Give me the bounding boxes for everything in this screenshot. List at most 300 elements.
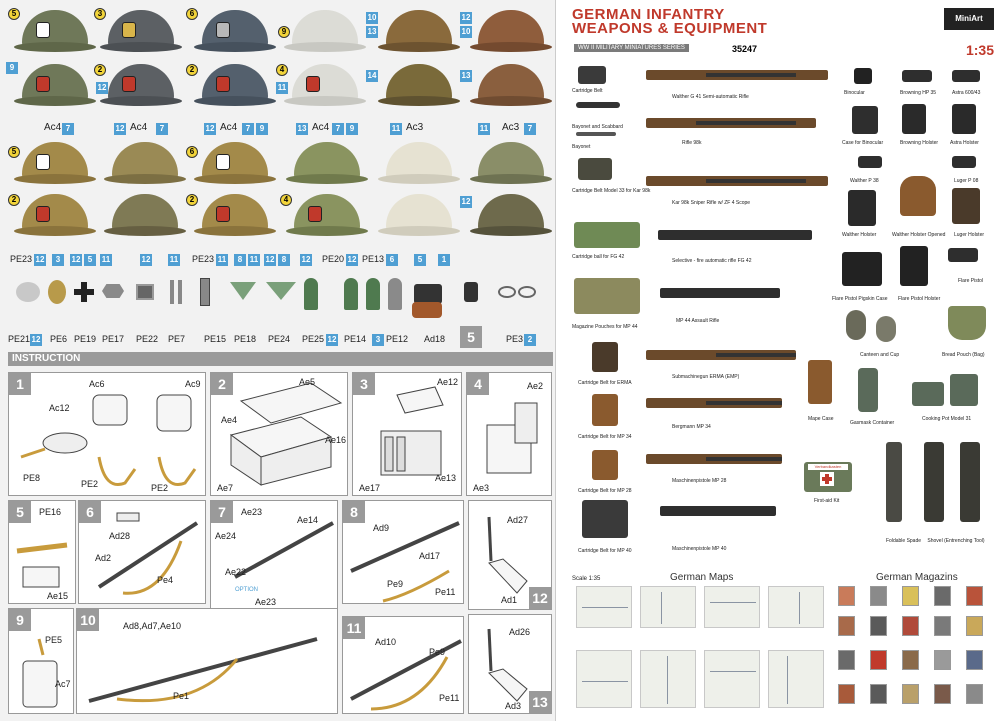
shoulder-strap <box>366 278 380 310</box>
color-badge: 12 <box>301 255 311 264</box>
part-label: Ad9 <box>373 523 390 533</box>
item-label: Bread Pouch (Bag) <box>942 352 985 358</box>
part-label: Ac6 <box>89 379 105 389</box>
submachinegun-image <box>646 454 782 464</box>
color-badge: 12 <box>327 335 337 344</box>
series-subtitle: WW II MILITARY MINIATURES SERIES <box>574 44 689 52</box>
helmet <box>470 8 552 58</box>
pe-label: PE6 <box>50 334 68 344</box>
item-label: Walther Holster Opened <box>892 232 946 238</box>
german-map <box>640 650 696 708</box>
color-badge: 7 <box>156 123 168 135</box>
color-badge: 5 <box>414 254 426 266</box>
helmet <box>378 140 460 190</box>
part-label: Ae12 <box>437 377 459 387</box>
color-badge: 11 <box>169 255 179 264</box>
automatic-rifle-image <box>658 230 812 240</box>
pistol-image <box>952 70 980 82</box>
shoulder-strap <box>344 278 358 310</box>
item-label: Mape Case <box>808 416 834 422</box>
helmet <box>14 192 96 242</box>
magazine-cover <box>870 616 887 636</box>
item-label: Cartridge Belt for ERMA <box>578 380 632 386</box>
helmet <box>378 62 460 112</box>
item-label: Shovel (Entrenching Tool) <box>927 538 985 544</box>
color-badge: 10 <box>461 27 471 36</box>
step-number: 13 <box>529 691 551 713</box>
ammo-pouch-image <box>592 394 618 426</box>
item-label: Browning HP 35 <box>900 90 937 96</box>
color-badge: 11 <box>217 255 227 264</box>
color-badge: 12 <box>461 197 471 206</box>
shoulder-strap <box>304 278 318 310</box>
magazine-cover <box>902 650 919 670</box>
part-label: Ad3 <box>505 701 522 711</box>
german-map <box>640 586 696 628</box>
part-label: Ad17 <box>419 551 441 561</box>
ammo-pouch-image <box>592 342 618 372</box>
step-1 <box>8 372 206 496</box>
step-number: 5 <box>9 501 31 523</box>
magazine-cover <box>870 586 887 606</box>
item-label: Case for Binocular <box>842 140 884 146</box>
eagle-badge <box>102 284 124 298</box>
color-callout: 4 <box>276 64 288 76</box>
pe-label: PE20 <box>322 254 345 264</box>
step-number: 12 <box>529 587 551 609</box>
part-label: PE2 <box>81 479 99 489</box>
part-label: Ae16 <box>325 435 347 445</box>
part-label: Pe1 <box>173 691 190 701</box>
part-label: Ac12 <box>49 403 70 413</box>
color-badge: 12 <box>461 13 471 22</box>
part-label: Ac3 <box>502 122 520 133</box>
helmet <box>378 192 460 242</box>
color-callout: 4 <box>280 194 292 206</box>
weapon-label: Selective - fire automatic rifle FG 42 <box>672 258 752 264</box>
color-badge: 7 <box>332 123 344 135</box>
part-label: Ae2 <box>527 381 544 391</box>
magazine-cover <box>838 684 855 704</box>
holster-image <box>952 188 980 224</box>
weapon-label: Bergmann MP 34 <box>672 424 711 430</box>
canteen-image <box>846 310 866 340</box>
item-label: Astra Holster <box>950 140 979 146</box>
part-label: Ae7 <box>217 483 234 493</box>
color-callout: 3 <box>94 8 106 20</box>
item-label: Cartridge ball for FG 42 <box>572 254 625 260</box>
holster-image <box>848 190 876 226</box>
color-badge: 12 <box>265 255 275 264</box>
color-badge: 1 <box>438 254 450 266</box>
helmet <box>286 140 368 190</box>
magazine-cover <box>966 650 983 670</box>
badge-wreath <box>48 280 66 304</box>
collar-tab <box>200 278 210 306</box>
step-number: 1 <box>9 373 31 395</box>
part-label: Ad8,Ad7,Ae10 <box>123 621 182 631</box>
kit-scale: 1:35 <box>965 42 994 58</box>
pe-label: PE25 <box>302 334 325 344</box>
color-callout: 5 <box>8 8 20 20</box>
glasses-lens-right <box>518 286 536 298</box>
part-label: Ac4 <box>312 122 330 133</box>
cartridge-belt-image <box>578 158 612 180</box>
magazine-cover <box>934 616 951 636</box>
german-map <box>704 650 760 708</box>
option-label: OPTION <box>235 587 259 593</box>
step-number: 9 <box>9 609 31 631</box>
step-11 <box>342 616 464 714</box>
pistol-image <box>902 70 932 82</box>
shovel-image <box>960 442 980 522</box>
helmet <box>286 192 368 242</box>
color-badge: 9 <box>346 123 358 135</box>
step-6 <box>78 500 206 604</box>
magazine-pouch-image <box>574 278 640 314</box>
iron-cross <box>74 282 94 302</box>
pe-label: PE14 <box>344 334 367 344</box>
part-label: Ad28 <box>109 531 131 541</box>
step-9-drawing <box>9 609 75 715</box>
color-callout: 2 <box>8 194 20 206</box>
helmet <box>470 192 552 242</box>
magazine-cover <box>838 650 855 670</box>
map-case-image <box>808 360 832 404</box>
title-line-2: WEAPONS & EQUIPMENT <box>572 20 768 37</box>
helmet <box>470 62 552 112</box>
color-badge: 12 <box>71 255 81 264</box>
pe-label: PE22 <box>136 334 159 344</box>
collar-tab <box>170 280 174 304</box>
flare-pistol-image <box>948 248 978 262</box>
part-label: Pe11 <box>435 587 456 597</box>
pe-label: PE15 <box>204 334 227 344</box>
shoulder-strap <box>388 278 402 310</box>
pe-label: PE18 <box>234 334 257 344</box>
color-badge: 12 <box>31 335 41 344</box>
maps-heading: German Maps <box>670 572 734 583</box>
step-2 <box>210 372 348 496</box>
part-label: Ae3 <box>473 483 490 493</box>
magazine-cover <box>902 586 919 606</box>
color-badge: 12 <box>141 255 151 264</box>
item-label: Bayonet and Scabbard <box>572 124 623 130</box>
pe-label: PE24 <box>268 334 291 344</box>
pe-label: PE13 <box>362 254 385 264</box>
item-label: Browning Holster <box>900 140 939 146</box>
color-badge: 11 <box>101 255 111 264</box>
part-label: Ad26 <box>509 627 531 637</box>
item-label: Binocular <box>844 90 865 96</box>
weapon-label: Kar 98k Sniper Rifle w/ ZF 4 Scope <box>672 200 751 206</box>
color-badge: 8 <box>234 254 246 266</box>
color-callout: 5 <box>8 146 20 158</box>
color-callout: 2 <box>186 64 198 76</box>
step-4 <box>466 372 552 496</box>
camera <box>414 284 442 304</box>
red-cross-icon <box>820 472 834 486</box>
helmet <box>194 8 276 58</box>
color-badge: 5 <box>84 254 96 266</box>
color-badge: 8 <box>278 254 290 266</box>
sniper-rifle-image <box>646 176 828 186</box>
pe-label: PE21 <box>8 334 31 344</box>
item-label: Cartridge Belt for MP 40 <box>578 548 632 554</box>
color-badge: 12 <box>97 83 107 92</box>
weapon-label: Maschinenpistole MP 40 <box>672 546 727 552</box>
spade-image <box>924 442 944 522</box>
pe-label: PE23 <box>192 254 215 264</box>
bayonet-image <box>576 132 616 136</box>
part-label: Ac7 <box>55 679 71 689</box>
kit-code: 35247 <box>732 44 758 54</box>
color-badge: 12 <box>205 124 215 133</box>
item-label: Cartridge Belt Model 33 for Kar 98k <box>572 188 651 194</box>
helmet <box>100 62 182 112</box>
binocular-image <box>854 68 872 84</box>
page-divider <box>555 0 562 721</box>
color-badge: 2 <box>524 334 536 346</box>
pistol-image <box>858 156 882 168</box>
maps-scale: Scale 1:35 <box>572 576 601 582</box>
step-12 <box>468 500 552 610</box>
step-number: 6 <box>79 501 101 523</box>
part-label: Pe9 <box>429 647 446 657</box>
item-label: Cartridge Belt for MP 28 <box>578 488 632 494</box>
binocular-case-image <box>852 106 878 134</box>
item-label: Flare Pistol Pigskin Case <box>832 296 888 302</box>
color-badge: 11 <box>391 124 401 133</box>
part-label: Pe9 <box>387 579 404 589</box>
color-badge: 9 <box>256 123 268 135</box>
pe-label: PE23 <box>10 254 33 264</box>
ammo-pouch-image <box>592 450 618 480</box>
helmet <box>104 192 186 242</box>
color-badge: 6 <box>386 254 398 266</box>
color-badge: 7 <box>62 123 74 135</box>
color-badge: 3 <box>52 254 64 266</box>
cooking-pot-image <box>912 382 944 406</box>
color-badge: 11 <box>249 255 259 264</box>
color-callout: 9 <box>278 26 290 38</box>
item-label: First-aid Kit <box>814 498 840 504</box>
helmet <box>14 8 96 58</box>
ammo-pouch-image <box>582 500 628 538</box>
flare-case-image <box>842 252 882 286</box>
color-badge: 9 <box>6 62 18 74</box>
cup-image <box>876 316 896 342</box>
part-label: Ae22 <box>225 567 247 577</box>
pe-label: Ad18 <box>424 334 446 344</box>
helmet <box>194 62 276 112</box>
german-map <box>576 650 632 708</box>
rifle-image <box>646 118 816 128</box>
color-badge: 11 <box>479 124 489 133</box>
part-label: Ad1 <box>501 595 518 605</box>
magazine-cover <box>966 616 983 636</box>
helmet <box>14 62 96 112</box>
magazine-cover <box>966 684 983 704</box>
camera-case <box>412 302 442 318</box>
item-label: Astra 600/43 <box>952 90 981 96</box>
pe-label: PE12 <box>386 334 409 344</box>
color-badge: 11 <box>277 83 287 92</box>
brand-logo: MiniArt <box>944 8 994 30</box>
part-label: Ae5 <box>299 377 316 387</box>
step-5 <box>8 500 76 604</box>
magazine-cover <box>870 684 887 704</box>
part-label: Pe11 <box>439 693 460 703</box>
step-10-drawing <box>77 609 339 715</box>
gasmask-container-image <box>858 368 878 412</box>
magazine-cover <box>966 586 983 606</box>
item-label: Flare Pistol Holster <box>898 296 941 302</box>
weapon-label: Rifle 98k <box>682 140 702 146</box>
bread-bag-image <box>948 306 986 340</box>
color-badge: 12 <box>35 255 45 264</box>
color-badge: 13 <box>461 71 471 80</box>
part-label: Ae14 <box>297 515 319 525</box>
color-callout: 6 <box>186 146 198 158</box>
color-callout: 2 <box>186 194 198 206</box>
item-label: Foldable Spade <box>886 538 922 544</box>
german-map <box>576 586 632 628</box>
submachinegun-image <box>660 506 776 516</box>
step-9 <box>8 608 74 714</box>
equipment-catalog-panel <box>562 0 1000 721</box>
part-label: Ad10 <box>375 637 397 647</box>
camo-pouch-image <box>574 222 640 248</box>
chevron <box>230 282 256 300</box>
color-badge: 12 <box>347 255 357 264</box>
item-label: Walther Holster <box>842 232 877 238</box>
magazine-cover <box>902 616 919 636</box>
magazine-cover <box>902 684 919 704</box>
magazine-cover <box>838 586 855 606</box>
weapon-label: MP 44 Assault Rifle <box>676 318 720 324</box>
part-label: Ae15 <box>47 591 69 601</box>
part-label: PE16 <box>39 507 62 517</box>
instruction-heading: INSTRUCTION <box>8 352 553 366</box>
item-label: Luger P 08 <box>954 178 979 184</box>
helmet <box>104 140 186 190</box>
item-label: Canteen and Cup <box>860 352 900 358</box>
step-8 <box>342 500 464 604</box>
bayonet-image <box>576 102 620 108</box>
part-label: PE2 <box>151 483 169 493</box>
color-badge: 12 <box>115 124 125 133</box>
item-label: Walther P 38 <box>850 178 879 184</box>
first-aid-kit-image <box>804 462 852 492</box>
flashlight <box>464 282 478 302</box>
pe-label: PE17 <box>102 334 125 344</box>
german-map <box>768 586 824 628</box>
eagle-insignia <box>16 282 40 302</box>
step-10 <box>76 608 338 714</box>
part-label: Ae4 <box>221 415 238 425</box>
part-label: Ae23 <box>241 507 263 517</box>
color-badge: 10 <box>367 13 377 22</box>
helmet <box>378 8 460 58</box>
helmet <box>194 192 276 242</box>
weapon-label: Maschinenpistole MP 28 <box>672 478 727 484</box>
color-callout: 6 <box>186 8 198 20</box>
item-label: Luger Holster <box>954 232 985 238</box>
part-label: Ac3 <box>406 122 424 133</box>
glasses-lens-left <box>498 286 516 298</box>
submachinegun-image <box>646 350 796 360</box>
color-badge: 7 <box>242 123 254 135</box>
item-label: Magazine Pouches for MP 44 <box>572 324 638 330</box>
part-label: Ac4 <box>130 122 148 133</box>
part-label: PE5 <box>45 635 63 645</box>
step-13 <box>468 614 552 714</box>
german-map <box>768 650 824 708</box>
part-label: Ac9 <box>185 379 201 389</box>
chevron <box>266 282 296 300</box>
rifle-image <box>646 70 828 80</box>
helmet <box>194 140 276 190</box>
assault-rifle-image <box>660 288 780 298</box>
pe-label: PE19 <box>74 334 97 344</box>
pe-label: PE7 <box>168 334 186 344</box>
part-label: PE8 <box>23 473 41 483</box>
item-label: Flare Pistol <box>958 278 984 284</box>
german-map <box>704 586 760 628</box>
pe-label: PE3 <box>506 334 524 344</box>
holster-image <box>952 104 976 134</box>
item-label: Gasmask Container <box>850 420 895 426</box>
part-label: Ae13 <box>435 473 457 483</box>
magazine-cover <box>934 684 951 704</box>
color-badge: 13 <box>297 124 307 133</box>
title-line-1: GERMAN INFANTRY <box>572 6 725 23</box>
item-label: Cartridge Belt for MP 34 <box>578 434 632 440</box>
part-label: Ac4 <box>44 122 62 133</box>
step-number: 8 <box>343 501 365 523</box>
part-label: Ad2 <box>95 553 112 563</box>
part-label: Ae17 <box>359 483 381 493</box>
collar-tab <box>178 280 182 304</box>
part-label: Ae24 <box>215 531 237 541</box>
color-badge: 3 <box>372 334 384 346</box>
item-label: Cooking Pot Model 31 <box>922 416 972 422</box>
part-label: Pe4 <box>157 575 174 585</box>
step-number: 7 <box>211 501 233 523</box>
weapon-label: Walther G 41 Semi-automatic Rifle <box>672 94 749 100</box>
spade-image <box>886 442 902 522</box>
pin-badge <box>136 284 154 300</box>
step-number: 4 <box>467 373 489 395</box>
flare-holster-image <box>900 246 928 286</box>
cartridge-belt-image <box>578 66 606 84</box>
step-number: 5 <box>460 326 482 348</box>
pistol-image <box>952 156 976 168</box>
step-number: 10 <box>77 609 99 631</box>
helmet <box>284 8 366 58</box>
magazine-cover <box>838 616 855 636</box>
part-label: Ad27 <box>507 515 529 525</box>
item-label: Cartridge Belt <box>572 88 603 94</box>
magazines-heading: German Magazins <box>876 572 958 583</box>
part-label: Ae23 <box>255 597 277 607</box>
magazine-cover <box>934 586 951 606</box>
page-title <box>572 8 767 36</box>
first-aid-sign: Verbandkasten <box>808 464 848 470</box>
weapon-label: Submachinegun ERMA (EMP) <box>672 374 740 380</box>
item-label: Bayonet <box>572 144 591 150</box>
